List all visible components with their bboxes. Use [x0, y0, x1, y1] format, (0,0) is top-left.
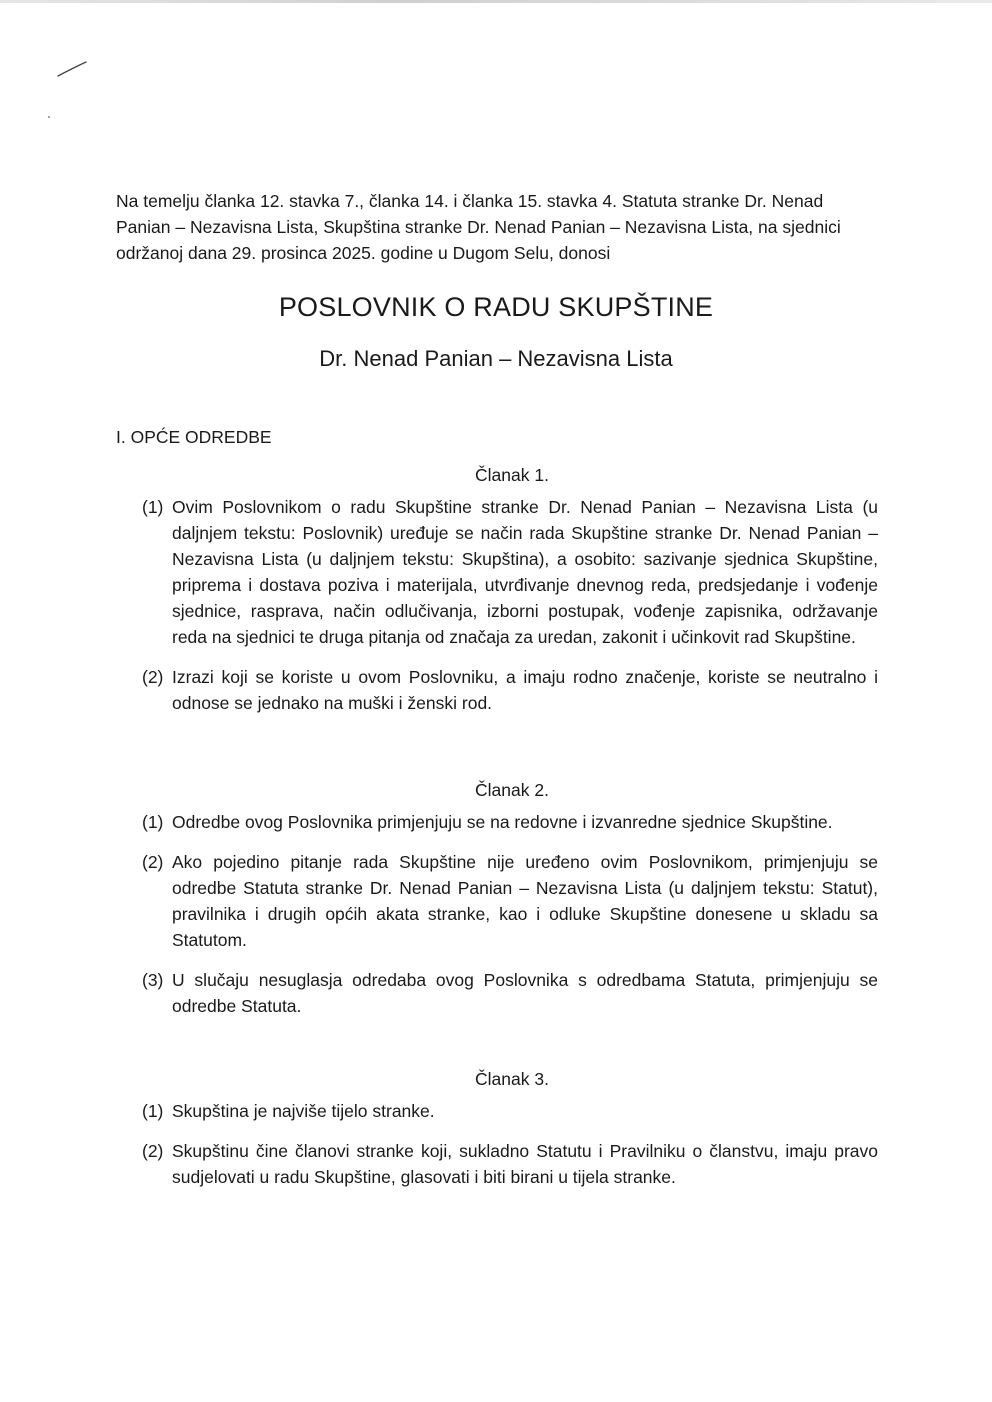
paragraph-text: Skupštinu čine članovi stranke koji, sukladno Statutu i Pravilniku o članstvu, imaju pravo sudjelovati u radu Skupštine, glasovati i biti birani u tijela stranke.	[172, 1141, 878, 1187]
paragraph-text: Ako pojedino pitanje rada Skupštine nije uređeno ovim Poslovnikom, primjenjuju se odredbe Statuta stranke Dr. Nenad Panian – Nezavisna Lista (u daljnjem tekstu: Statut), pravilnika i drugih općih akata stranke, kao i odluke Skupštine donesene u skladu sa Statutom.	[172, 852, 878, 950]
paragraph-number: (3)	[142, 970, 164, 990]
paragraph-number: (1)	[142, 812, 164, 832]
article-paragraph	[116, 664, 878, 716]
article-paragraph	[116, 809, 878, 835]
article-title: Članak 1.	[475, 465, 549, 485]
document-title: POSLOVNIK O RADU SKUPŠTINE	[278, 292, 714, 322]
article-title: Članak 2.	[475, 780, 549, 800]
article-paragraph	[116, 494, 878, 650]
paragraph-number: (1)	[142, 1101, 164, 1121]
paragraph-text: Odredbe ovog Poslovnika primjenjuju se na redovne i izvanredne sjednice Skupštine.	[172, 812, 833, 832]
paragraph-text: Ovim Poslovnikom o radu Skupštine stranke Dr. Nenad Panian – Nezavisna Lista (u daljnjem tekstu: Poslovnik) uređuje se način rada Skupštine stranke Dr. Nenad Panian – Nezavisna Lista (u daljnjem tekstu: Skupština), a osobito: sazivanje sjednica Skupštine, priprema i dostava poziva i materijala, utvrđivanje dnevnog reda, predsjedanje i vođenje sjednice, rasprava, način odlučivanja, izborni postupak, vođenje zapisnika, održavanje reda na sjednici te druga pitanja od značaja za uredan, zakonit i učinkovit rad Skupštine.	[172, 497, 878, 647]
article-1	[116, 462, 878, 730]
article-3	[116, 1066, 878, 1204]
article-paragraph	[116, 1098, 878, 1124]
paragraph-number: (1)	[142, 497, 164, 517]
article-paragraph	[116, 849, 878, 953]
pen-stroke-mark	[55, 55, 95, 85]
article-title: Članak 3.	[475, 1069, 549, 1089]
article-paragraph	[116, 967, 878, 1019]
preamble-text: Na temelju članka 12. stavka 7., članka 14. i članka 15. stavka 4. Statuta stranke Dr. Nenad Panian – Nezavisna Lista, Skupština stranke Dr. Nenad Panian – Nezavisna Lista, na sjednici održanoj dana 29. prosinca 2025. godine u Dugom Selu, donosi	[116, 191, 841, 263]
paragraph-number: (2)	[142, 852, 164, 872]
paragraph-text: Skupština je najviše tijelo stranke.	[172, 1101, 435, 1121]
section-heading: I. OPĆE ODREDBE	[116, 427, 272, 447]
article-paragraph	[116, 1138, 878, 1190]
paragraph-number: (2)	[142, 1141, 164, 1161]
paragraph-text: U slučaju nesuglasja odredaba ovog Poslovnika s odredbama Statuta, primjenjuju se odredbe Statuta.	[172, 970, 878, 1016]
paragraph-text: Izrazi koji se koriste u ovom Poslovniku, a imaju rodno značenje, koriste se neutralno i odnose se jednako na muški i ženski rod.	[172, 667, 878, 713]
document-subtitle: Dr. Nenad Panian – Nezavisna Lista	[319, 346, 673, 371]
pen-dot-mark	[48, 116, 50, 118]
paragraph-number: (2)	[142, 667, 164, 687]
article-2	[116, 777, 878, 1033]
scan-edge	[0, 0, 992, 3]
